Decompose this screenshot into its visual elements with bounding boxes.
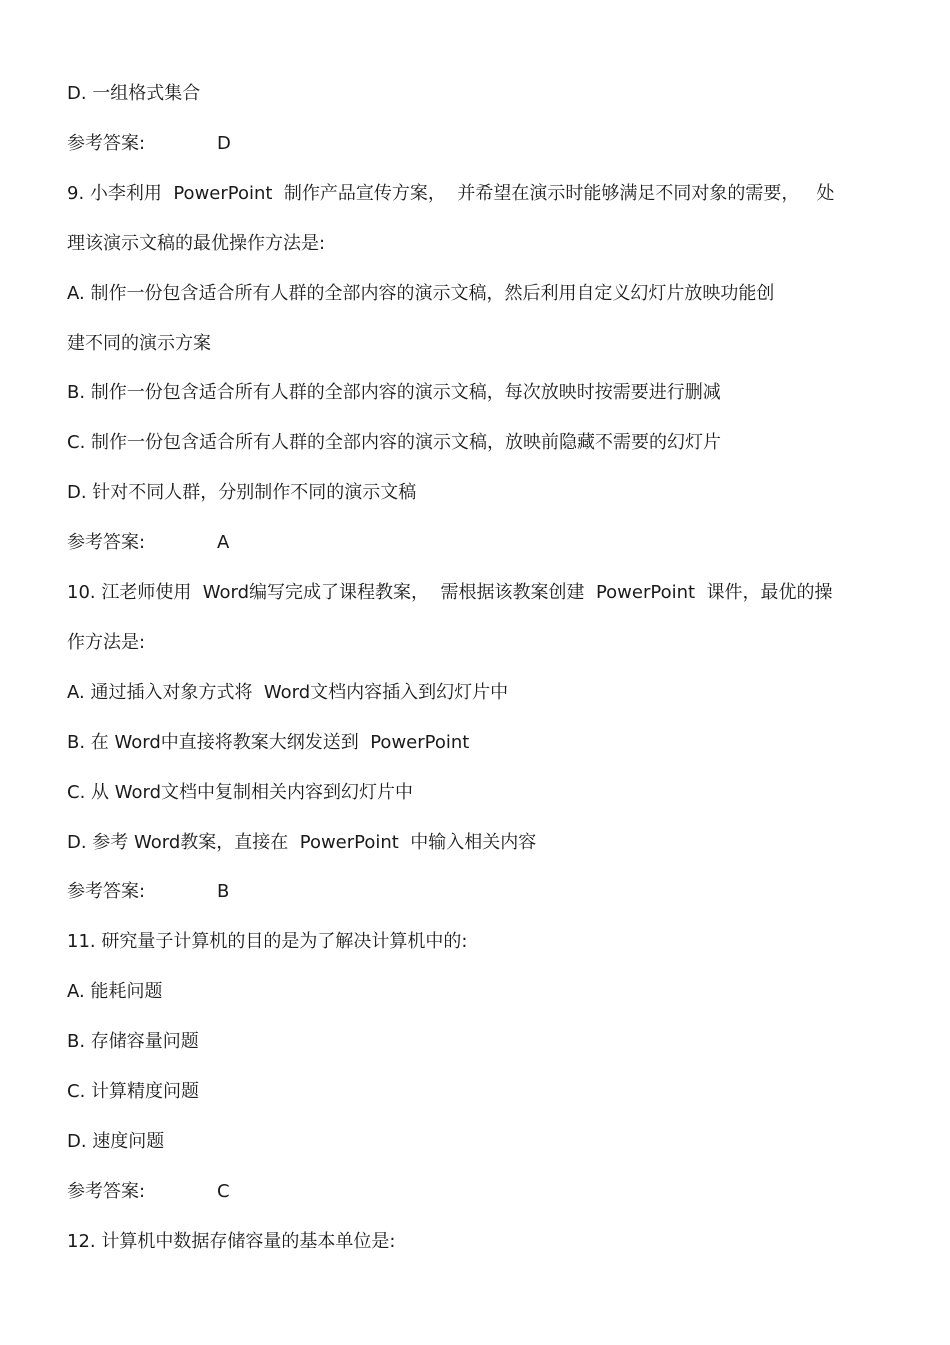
answer-line — [67, 529, 229, 557]
answer-option: A. 制作一份包含适合所有人群的全部内容的演示文稿，然后利用自定义幻灯片放映功能创 — [67, 283, 775, 304]
answer-value: D — [217, 133, 231, 154]
question-text-continued: 理该演示文稿的最优操作方法是: — [67, 233, 326, 254]
answer-option: C. 从 Word文档中复制相关内容到幻灯片中 — [67, 782, 413, 803]
answer-option: B. 存储容量问题 — [67, 1031, 199, 1052]
question-text: 11. 研究量子计算机的目的是为了解决计算机中的: — [67, 931, 468, 952]
answer-value: C — [217, 1181, 230, 1202]
answer-option: C. 制作一份包含适合所有人群的全部内容的演示文稿，放映前隐藏不需要的幻灯片 — [67, 432, 722, 453]
answer-label: 参考答案: — [67, 532, 146, 553]
answer-label: 参考答案: — [67, 133, 146, 154]
answer-value: A — [217, 532, 230, 553]
question-text: 10. 江老师使用 Word编写完成了课程教案， 需根据该教案创建 PowerPoint 课件，最优的操 — [67, 582, 833, 603]
answer-line — [67, 1178, 230, 1206]
answer-option: C. 计算精度问题 — [67, 1081, 200, 1102]
answer-value: B — [217, 881, 230, 902]
answer-option: D. 参考 Word教案，直接在 PowerPoint 中输入相关内容 — [67, 832, 537, 853]
question-text: 9. 小李利用 PowerPoint 制作产品宣传方案， 并希望在演示时能够满足不同对象的需要， 处 — [67, 183, 835, 204]
answer-label: 参考答案: — [67, 1181, 146, 1202]
question-text-continued: 作方法是: — [67, 632, 146, 653]
answer-option: D. 速度问题 — [67, 1131, 165, 1152]
answer-option: D. 针对不同人群，分别制作不同的演示文稿 — [67, 482, 417, 503]
answer-line — [67, 878, 229, 906]
answer-option: A. 通过插入对象方式将 Word文档内容插入到幻灯片中 — [67, 682, 509, 703]
answer-option: B. 在 Word中直接将教案大纲发送到 PowerPoint — [67, 732, 470, 753]
answer-option: B. 制作一份包含适合所有人群的全部内容的演示文稿，每次放映时按需要进行删减 — [67, 382, 721, 403]
answer-option: A. 能耗问题 — [67, 981, 163, 1002]
answer-option-continued: 建不同的演示方案 — [67, 333, 211, 354]
answer-line — [67, 130, 231, 158]
answer-option: D. 一组格式集合 — [67, 83, 201, 104]
answer-label: 参考答案: — [67, 881, 146, 902]
question-text: 12. 计算机中数据存储容量的基本单位是: — [67, 1231, 396, 1252]
